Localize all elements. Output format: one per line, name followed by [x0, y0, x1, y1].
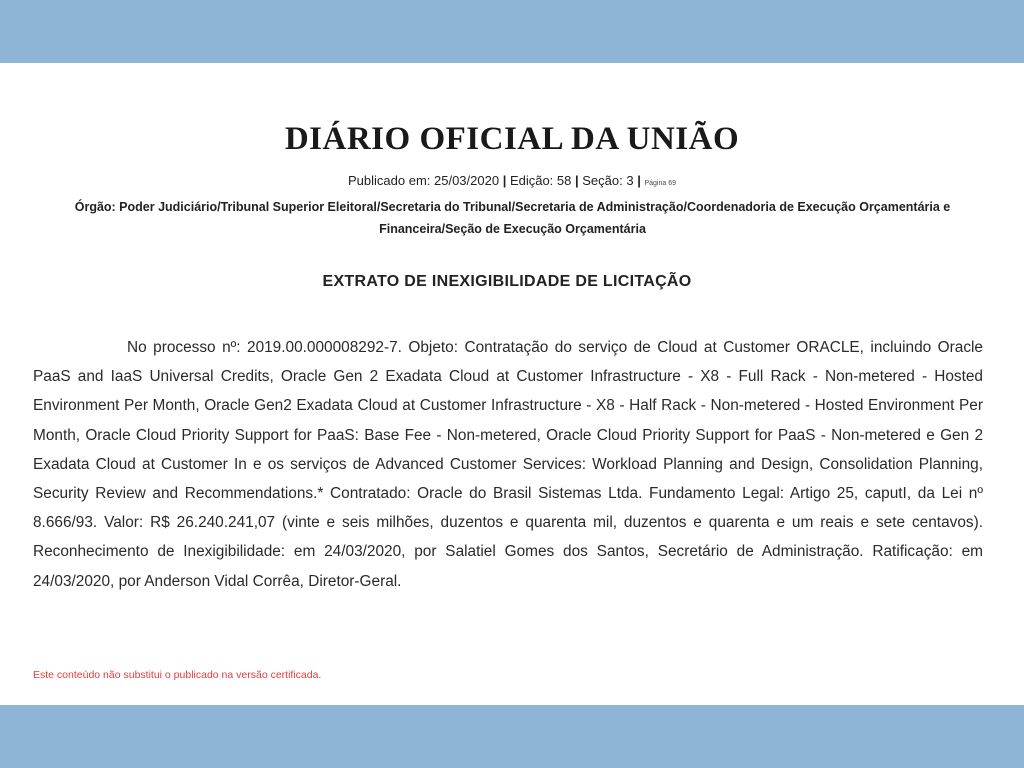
newspaper-title: DIÁRIO OFICIAL DA UNIÃO — [284, 121, 740, 157]
publication-info — [0, 173, 1024, 188]
certification-disclaimer: Este conteúdo não substitui o publicado na versão certificada. — [33, 669, 322, 681]
organ-line: Órgão: Poder Judiciário/Tribunal Superior Eleitoral/Secretaria do Tribunal/Secretaria de Administração/Coordenadoria de Execução Orçamentária e Financeira/Seção de Execução Orçamentária — [74, 200, 951, 236]
bottom-frame-band — [0, 705, 1024, 768]
page-number: Página 69 — [644, 180, 676, 187]
separator: | — [637, 173, 645, 188]
extract-body: No processo nº: 2019.00.000008292-7. Objeto: Contratação do serviço de Cloud at Customer ORACLE, incluindo Oracle PaaS and IaaS Universal Credits, Oracle Gen 2 Exadata Cloud at Customer Infrastructure - X8 - Full Rack - Non-metered - Hosted Environment Per Month, Oracle Gen2 Exadata Cloud at Customer Infrastructure - X8 - Half Rack - Non-metered - Hosted Environment Per Month, Oracle Cloud Priority Support for PaaS: Base Fee - Non-metered, Oracle Cloud Priority Support for PaaS - Non-metered e Gen 2 Exadata Cloud at Customer In e os serviços de Advanced Customer Services: Workload Planning and Design, Consolidation Planning, Security Review and Recommendations.* Contratado: Oracle do Brasil Sistemas Ltda. Fundamento Legal: Artigo 25, caputI, da Lei nº 8.666/93. Valor: R$ 26.240.241,07 (vinte e seis milhões, duzentos e quarenta mil, duzentos e quarenta e um reais e sete centavos). Reconhecimento de Inexigibilidade: em 24/03/2020, por Salatiel Gomes dos Santos, Secretário de Administração. Ratificação: em 24/03/2020, por Anderson Vidal Corrêa, Diretor-Geral. — [33, 339, 983, 590]
extract-heading: EXTRATO DE INEXIGIBILIDADE DE LICITAÇÃO — [322, 273, 692, 290]
published-date: Publicado em: 25/03/2020 — [348, 173, 500, 188]
separator: | — [575, 173, 583, 188]
section-number: Seção: 3 — [582, 173, 634, 188]
top-frame-band — [0, 0, 1024, 63]
separator: | — [502, 173, 510, 188]
edition-number: Edição: 58 — [509, 173, 572, 188]
document-page — [0, 63, 1024, 705]
